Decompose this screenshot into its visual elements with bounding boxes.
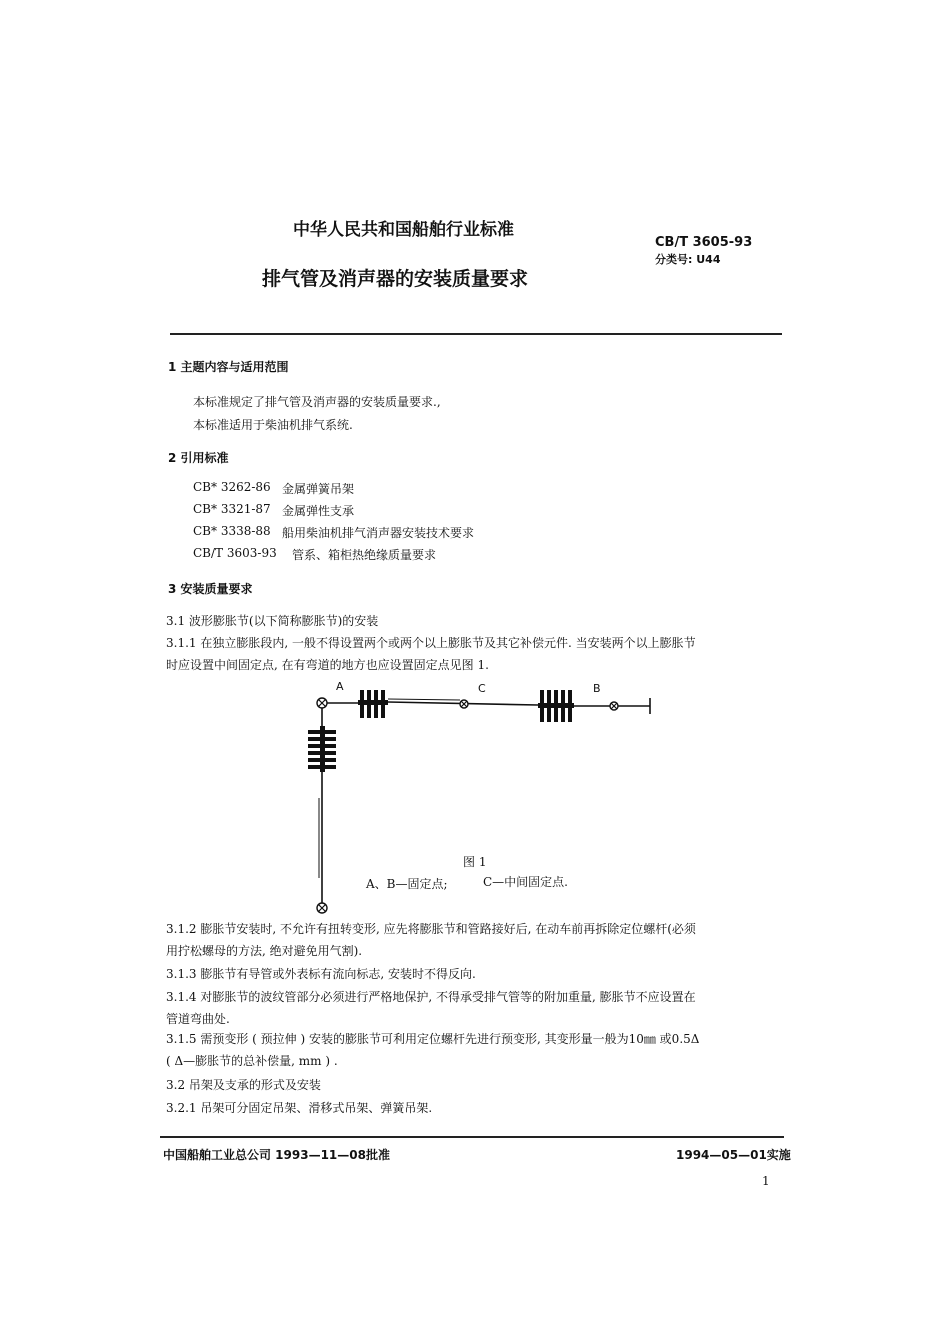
classification-code: 分类号: U44 [655,253,721,266]
clause-3-1-3: 3.1.3 膨胀节有导管或外表标有流向标志, 安装时不得反向. [166,967,476,981]
approval-line: 中国船舶工业总公司 1993—11—08批准 [163,1148,390,1162]
reference-title: 金属弹簧吊架 [282,482,355,496]
section-2-heading: 2 引用标准 [168,451,229,465]
clause-3-1-4-line-1: 3.1.4 对膨胀节的波纹管部分必须进行严格地保护, 不得承受排气管等的附加重量, 膨胀节不应设置在 [166,990,696,1004]
expansion-joint-b [538,690,574,722]
clause-3-1-2-line-2: 用拧松螺母的方法, 绝对避免用气割). [166,944,363,958]
figure-caption: 图 1 [463,855,487,869]
figure-label-c: C [478,682,486,695]
page-number: 1 [762,1174,770,1188]
section-3-1-heading: 3.1 波形膨胀节(以下简称膨胀节)的安装 [166,614,379,628]
pipe-segment [388,699,460,700]
section-1-paragraph-2: 本标准适用于柴油机排气系统. [193,418,353,432]
figure-label-b: B [593,682,601,695]
figure-1-pipe-diagram [300,678,660,918]
section-3-heading: 3 安装质量要求 [168,582,253,596]
section-3-2-heading: 3.2 吊架及支承的形式及安装 [166,1078,321,1092]
clause-3-1-5-line-2: ( Δ—膨胀节的总补偿量, mm ) . [166,1054,338,1068]
standard-number: CB/T 3605-93 [655,235,753,250]
section-1-paragraph-1: 本标准规定了排气管及消声器的安装质量要求., [193,395,441,409]
reference-code: CB* 3338-88 [193,524,271,538]
reference-code: CB* 3262-86 [193,480,271,494]
clause-3-1-1-line-1: 3.1.1 在独立膨胀段内, 一般不得设置两个或两个以上膨胀节及其它补偿元件. 当安装两个以上膨胀节 [166,636,696,650]
clause-3-1-5-line-1: 3.1.5 需预变形 ( 预拉伸 ) 安装的膨胀节可利用定位螺杆先进行预变形, 其变形量一般为10㎜ 或0.5Δ [166,1032,700,1046]
expansion-joint-vertical [308,726,336,772]
clause-3-2-1: 3.2.1 吊架可分固定吊架、滑移式吊架、弹簧吊架. [166,1101,433,1115]
reference-title: 船用柴油机排气消声器安装技术要求 [282,526,475,540]
reference-code: CB* 3321-87 [193,502,271,516]
clause-3-1-1-line-2: 时应设置中间固定点, 在有弯道的地方也应设置固定点见图 1. [166,658,489,672]
footer-divider [160,1136,784,1138]
org-title: 中华人民共和国船舶行业标准 [293,220,514,240]
reference-title: 管系、箱柜热绝缘质量要求 [292,548,437,562]
figure-label-a: A [336,680,344,693]
clause-3-1-2-line-1: 3.1.2 膨胀节安装时, 不允许有扭转变形, 应先将膨胀节和管路接好后, 在动车前再拆除定位螺杆(必须 [166,922,696,936]
effective-date: 1994—05—01实施 [676,1148,791,1162]
document-title: 排气管及消声器的安装质量要求 [262,268,529,290]
expansion-joint-a [358,690,388,718]
header-divider [170,333,782,335]
figure-legend-fixed-points: A、B—固定点; [366,877,448,891]
clause-3-1-4-line-2: 管道弯曲处. [166,1012,230,1026]
reference-title: 金属弹性支承 [282,504,355,518]
section-1-heading: 1 主题内容与适用范围 [168,360,289,374]
reference-code: CB/T 3603-93 [193,546,277,560]
figure-legend-intermediate-point: C—中间固定点. [483,875,568,889]
